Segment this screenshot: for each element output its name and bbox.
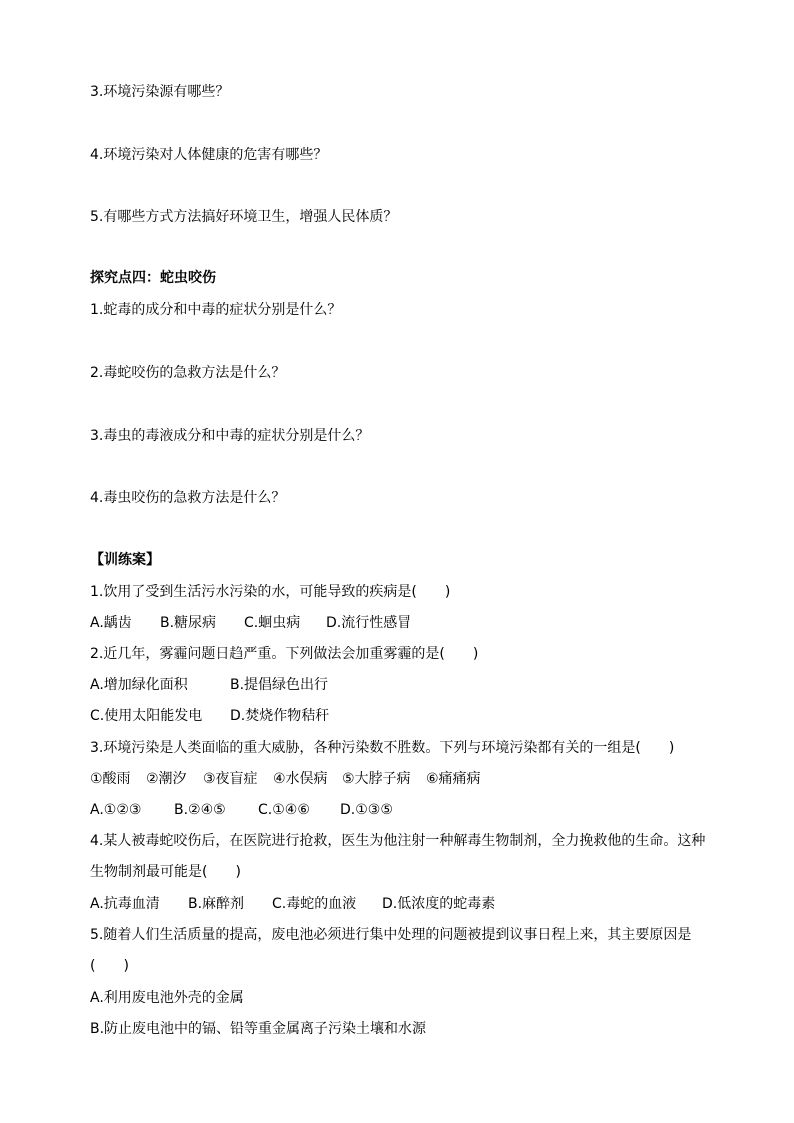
training-q4-option-c: C.毒蛇的血液 [272, 896, 357, 912]
training-q4-option-d: D.低浓度的蛇毒素 [382, 896, 496, 912]
training-q2-option-d: D.焚烧作物秸秆 [230, 708, 330, 724]
training-q3-stem: 3.环境污染是人类面临的重大威胁，各种污染数不胜数。下列与环境污染都有关的一组是( ) [90, 740, 675, 756]
training-q3-item-5: ⑤大脖子病 [342, 771, 411, 787]
question-4-3: 3.毒虫的毒液成分和中毒的症状分别是什么？ [90, 428, 370, 444]
question-3-5: 5.有哪些方式方法搞好环境卫生，增强人民体质？ [90, 209, 398, 225]
question-4-4: 4.毒虫咬伤的急救方法是什么？ [90, 490, 286, 506]
training-q3-item-4: ④水俣病 [273, 771, 328, 787]
training-q1-option-a: A.龋齿 [90, 615, 132, 631]
training-q4-stem-line-1: 4.某人被毒蛇咬伤后，在医院进行抢救，医生为他注射一种解毒生物制剂，全力挽救他的生命。这种 [90, 833, 706, 849]
question-4-2: 2.毒蛇咬伤的急救方法是什么？ [90, 365, 286, 381]
training-q4-stem-line-2: 生物制剂最可能是( ) [90, 864, 241, 880]
training-q5-stem-line-2: ( ) [90, 958, 129, 974]
training-q1-option-b: B.糖尿病 [160, 615, 217, 631]
question-3-3: 3.环境污染源有哪些？ [90, 84, 230, 100]
training-q3-option-b: B.②④⑤ [174, 802, 226, 818]
training-q2-option-c: C.使用太阳能发电 [90, 708, 203, 724]
training-q1-option-c: C.蛔虫病 [244, 615, 301, 631]
training-q5-stem-line-1: 5.随着人们生活质量的提高，废电池必须进行集中处理的问题被提到议事日程上来，其主要原因是 [90, 927, 692, 943]
training-q3-option-a: A.①②③ [90, 802, 142, 818]
training-q3-item-1: ①酸雨 [90, 771, 131, 787]
training-q4-option-a: A.抗毒血清 [90, 896, 160, 912]
training-q1-stem: 1.饮用了受到生活污水污染的水，可能导致的疾病是( ) [90, 584, 451, 600]
training-q3-item-6: ⑥痛痛病 [426, 771, 481, 787]
training-q2-stem: 2.近几年，雾霾问题日趋严重。下列做法会加重雾霾的是( ) [90, 646, 479, 662]
training-q3-item-3: ③夜盲症 [203, 771, 258, 787]
training-q5-option-b: B.防止废电池中的镉、铅等重金属离子污染土壤和水源 [90, 1021, 427, 1037]
training-q2-option-b: B.提倡绿色出行 [230, 677, 329, 693]
training-q3-option-d: D.①③⑤ [340, 802, 393, 818]
training-heading: 【训练案】 [90, 552, 160, 568]
question-3-4: 4.环境污染对人体健康的危害有哪些？ [90, 147, 328, 163]
training-q3-item-2: ②潮汐 [146, 771, 187, 787]
training-q5-option-a: A.利用废电池外壳的金属 [90, 990, 244, 1006]
training-q3-option-c: C.①④⑥ [258, 802, 310, 818]
training-q2-option-a: A.增加绿化面积 [90, 677, 188, 693]
training-q4-option-b: B.麻醉剂 [188, 896, 245, 912]
training-q1-option-d: D.流行性感冒 [326, 615, 412, 631]
question-4-1: 1.蛇毒的成分和中毒的症状分别是什么？ [90, 302, 342, 318]
section-4-heading: 探究点四：蛇虫咬伤 [90, 270, 216, 286]
